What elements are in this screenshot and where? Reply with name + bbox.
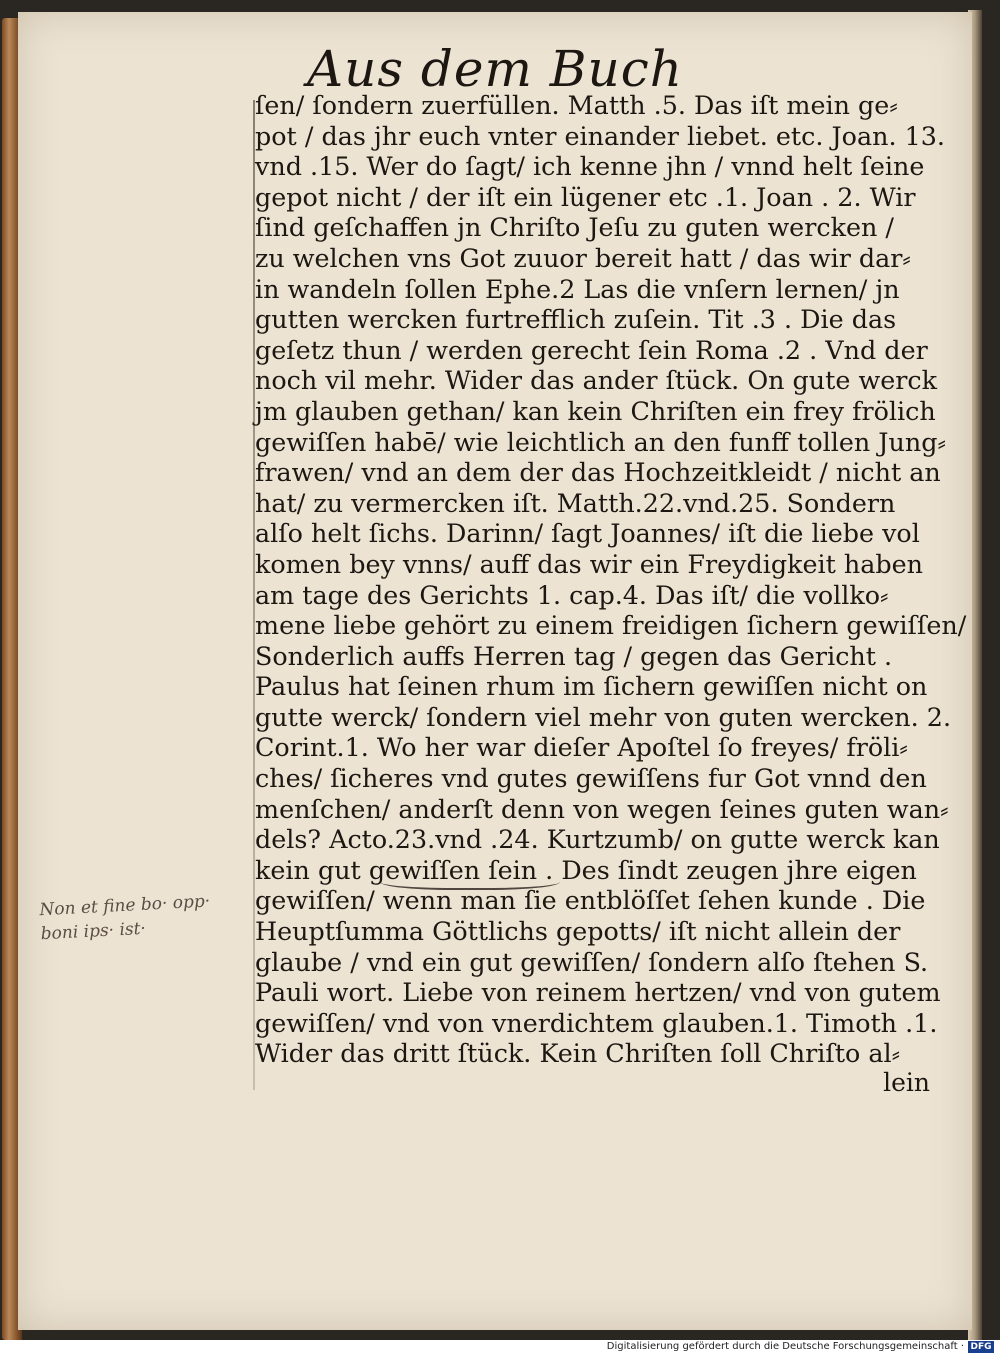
text-line: komen bey vnns/ auff das wir ein Freydigkeit haben xyxy=(255,548,924,579)
running-head: Aus dem Buch xyxy=(307,40,683,98)
text-line: mene liebe gehört zu einem freidigen ſichern gewiſſen/ xyxy=(255,610,967,641)
text-line: alſo helt ſichs. Darinn/ ſagt Joannes/ iſt die liebe vol xyxy=(255,518,920,549)
text-line: glaube / vnd ein gut gewiſſen/ ſondern alſo ſtehen S. xyxy=(255,946,929,977)
text-line: Paulus hat ſeinen rhum im ſichern gewiſſen nicht on xyxy=(255,671,928,702)
text-line: jm glauben gethan/ kan kein Chriſten ein frey frölich xyxy=(255,395,936,426)
text-line: noch vil mehr. Wider das ander ſtück. On gute werck xyxy=(255,365,937,396)
text-line: gepot nicht / der iſt ein lügener etc .1. Joan . 2. Wir xyxy=(255,181,916,212)
text-line: am tage des Gerichts 1. cap.4. Das iſt/ die vollko⸗ xyxy=(255,579,889,610)
text-line: geſetz thun / werden gerecht ſein Roma .2 . Vnd der xyxy=(255,334,928,365)
text-line: ſen/ ſondern zuerfüllen. Matth .5. Das iſt mein ge⸗ xyxy=(255,90,898,120)
text-line: in wandeln ſollen Ephe.2 Las die vnſern lernen/ jn xyxy=(255,273,900,304)
marginalia-line: boni ips· ist· xyxy=(40,918,147,945)
text-line: gewiſſen/ wenn man ſie entblöſſet ſehen kunde . Die xyxy=(255,885,926,916)
text-line: menſchen/ anderſt denn von wegen ſeines guten wan⸗ xyxy=(255,793,949,824)
text-line: Wider das dritt ſtück. Kein Chriſten ſoll Chriſto al⸗ xyxy=(255,1038,901,1069)
text-line: ſind geſchaffen jn Chriſto Jeſu zu guten wercken / xyxy=(255,212,894,243)
text-line: Heuptſumma Göttlichs gepotts/ iſt nicht allein der xyxy=(255,916,901,947)
text-line: gutte werck/ ſondern viel mehr von guten wercken. 2. xyxy=(255,701,952,732)
text-line: Corint.1. Wo her war dieſer Apoſtel ſo freyes/ fröli⸗ xyxy=(255,732,908,763)
text-line: Sonderlich auffs Herren tag / gegen das Gericht . xyxy=(255,640,893,671)
text-line: Pauli wort. Liebe von reinem hertzen/ vnd von gutem xyxy=(255,977,941,1008)
text-line: gutten wercken furtrefflich zuſein. Tit .3 . Die das xyxy=(255,304,897,335)
text-line: zu welchen vns Got zuuor bereit hatt / das wir dar⸗ xyxy=(255,242,911,273)
marginalia-line: Non et fine bo· opp· xyxy=(39,891,211,921)
text-line: dels? Acto.23.vnd .24. Kurtzumb/ on gutte werck kan xyxy=(255,824,940,855)
text-line: gewiſſen/ vnd von vnerdichtem glauben.1. Timoth .1. xyxy=(255,1007,938,1038)
text-line: hat/ zu vermercken iſt. Matth.22.vnd.25. Sondern xyxy=(255,487,896,518)
text-line: frawen/ vnd an dem der das Hochzeitkleidt / nicht an xyxy=(255,457,941,488)
footer-credit: Digitalisierung gefördert durch die Deutsche Forschungsgemeinschaft · xyxy=(606,1341,964,1352)
dfg-logo-icon: DFG xyxy=(968,1341,994,1353)
handwritten-underline xyxy=(380,870,560,890)
text-line: ches/ ſicheres vnd gutes gewiſſens fur Got vnnd den xyxy=(255,763,927,794)
body-text xyxy=(255,90,967,1069)
text-line: kein gut gewiſſen ſein . Des ſindt zeugen jhre eigen xyxy=(255,854,917,885)
text-line: vnd .15. Wer do ſagt/ ich kenne jhn / vnnd helt ſeine xyxy=(255,151,925,182)
text-line: pot / das jhr euch vnter einander liebet. etc. Joan. 13. xyxy=(255,120,945,151)
catchword: lein xyxy=(883,1068,930,1097)
text-line: gewiſſen habē/ wie leichtlich an den funff tollen Jung⸗ xyxy=(255,426,946,457)
